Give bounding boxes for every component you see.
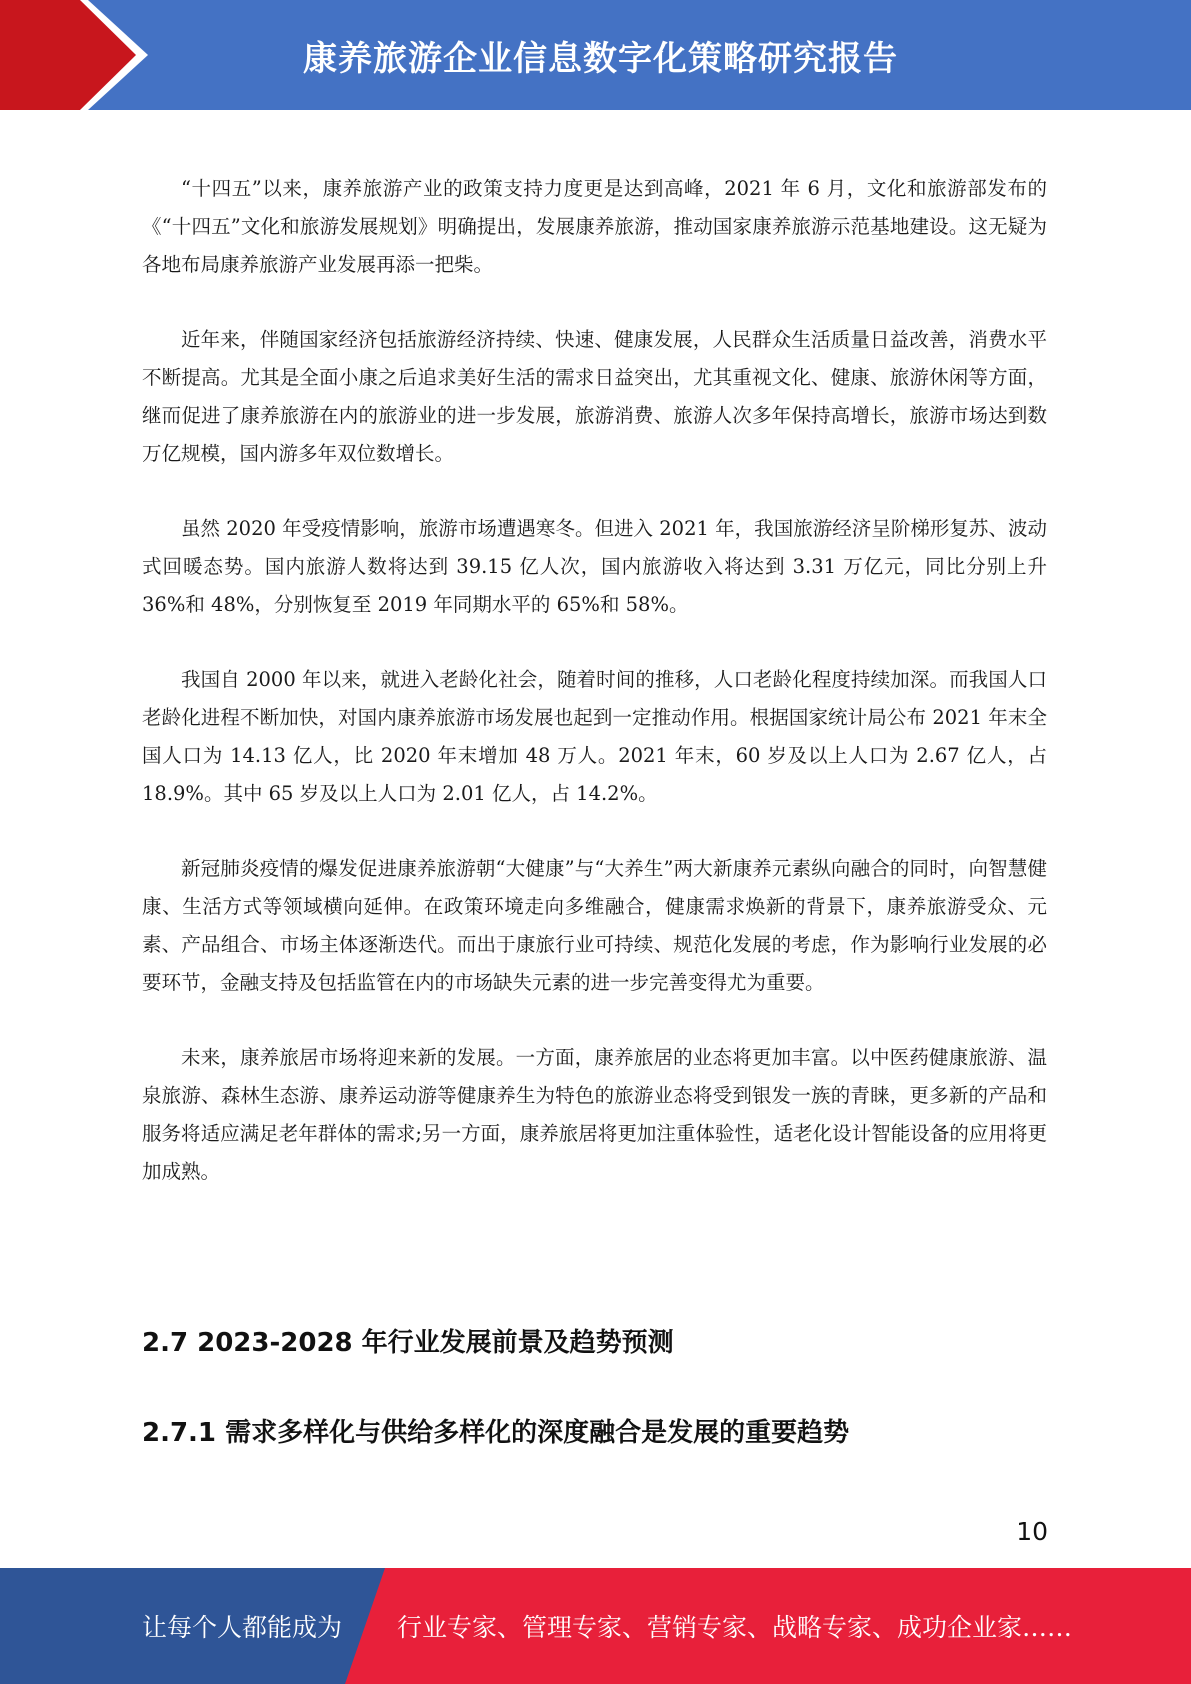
paragraph: “十四五”以来，康养旅游产业的政策支持力度更是达到高峰，2021 年 6 月，文化和旅游部发布的《“十四五”文化和旅游发展规划》明确提出，发展康养旅游，推动国家康养旅游示范基地建设。这无疑为各地布局康养旅游产业发展再添一把柴。 (142, 177, 1047, 276)
body-text (142, 170, 1047, 1228)
footer-slogan-left: 让每个人都能成为 (142, 1613, 343, 1642)
section-heading-2-7: 2.7 2023-2028 年行业发展前景及趋势预测 (142, 1328, 674, 1358)
paragraph: 未来，康养旅居市场将迎来新的发展。一方面，康养旅居的业态将更加丰富。以中医药健康旅游、温泉旅游、森林生态游、康养运动游等健康养生为特色的旅游业态将受到银发一族的青睐，更多新的产品和服务将适应满足老年群体的需求;另一方面，康养旅居将更加注重体验性，适老化设计智能设备的应用将更加成熟。 (142, 1046, 1047, 1183)
paragraph: 新冠肺炎疫情的爆发促进康养旅游朝“大健康”与“大养生”两大新康养元素纵向融合的同时，向智慧健康、生活方式等领域横向延伸。在政策环境走向多维融合，健康需求焕新的背景下，康养旅游受众、元素、产品组合、市场主体逐渐迭代。而出于康旅行业可持续、规范化发展的考虑，作为影响行业发展的必要环节，金融支持及包括监管在内的市场缺失元素的进一步完善变得尤为重要。 (142, 857, 1047, 994)
paragraph: 我国自 2000 年以来，就进入老龄化社会，随着时间的推移，人口老龄化程度持续加深。而我国人口老龄化进程不断加快，对国内康养旅游市场发展也起到一定推动作用。根据国家统计局公布 2021 年末全国人口为 14.13 亿人，比 2020 年末增加 48 万人。2021 年末，60 岁及以上人口为 2.67 亿人，占 18.9%。其中 65 岁及以上人口为 2.01 亿人，占 14.2%。 (142, 668, 1047, 805)
page-header (0, 0, 1191, 110)
page-footer (0, 1568, 1191, 1684)
paragraph: 近年来，伴随国家经济包括旅游经济持续、快速、健康发展，人民群众生活质量日益改善，消费水平不断提高。尤其是全面小康之后追求美好生活的需求日益突出，尤其重视文化、健康、旅游休闲等方面，继而促进了康养旅游在内的旅游业的进一步发展，旅游消费、旅游人次多年保持高增长，旅游市场达到数万亿规模，国内游多年双位数增长。 (142, 328, 1047, 465)
page-number: 10 (1016, 1517, 1048, 1546)
paragraph: 虽然 2020 年受疫情影响，旅游市场遭遇寒冬。但进入 2021 年，我国旅游经济呈阶梯形复苏、波动式回暖态势。国内旅游人数将达到 39.15 亿人次，国内旅游收入将达到 3.31 万亿元，同比分别上升 36%和 48%，分别恢复至 2019 年同期水平的 65%和 58%。 (142, 517, 1047, 616)
report-title: 康养旅游企业信息数字化策略研究报告 (303, 38, 898, 79)
footer-slogan-right: 行业专家、管理专家、营销专家、战略专家、成功企业家…… (397, 1613, 1073, 1642)
section-heading-2-7-1: 2.7.1 需求多样化与供给多样化的深度融合是发展的重要趋势 (142, 1418, 850, 1448)
